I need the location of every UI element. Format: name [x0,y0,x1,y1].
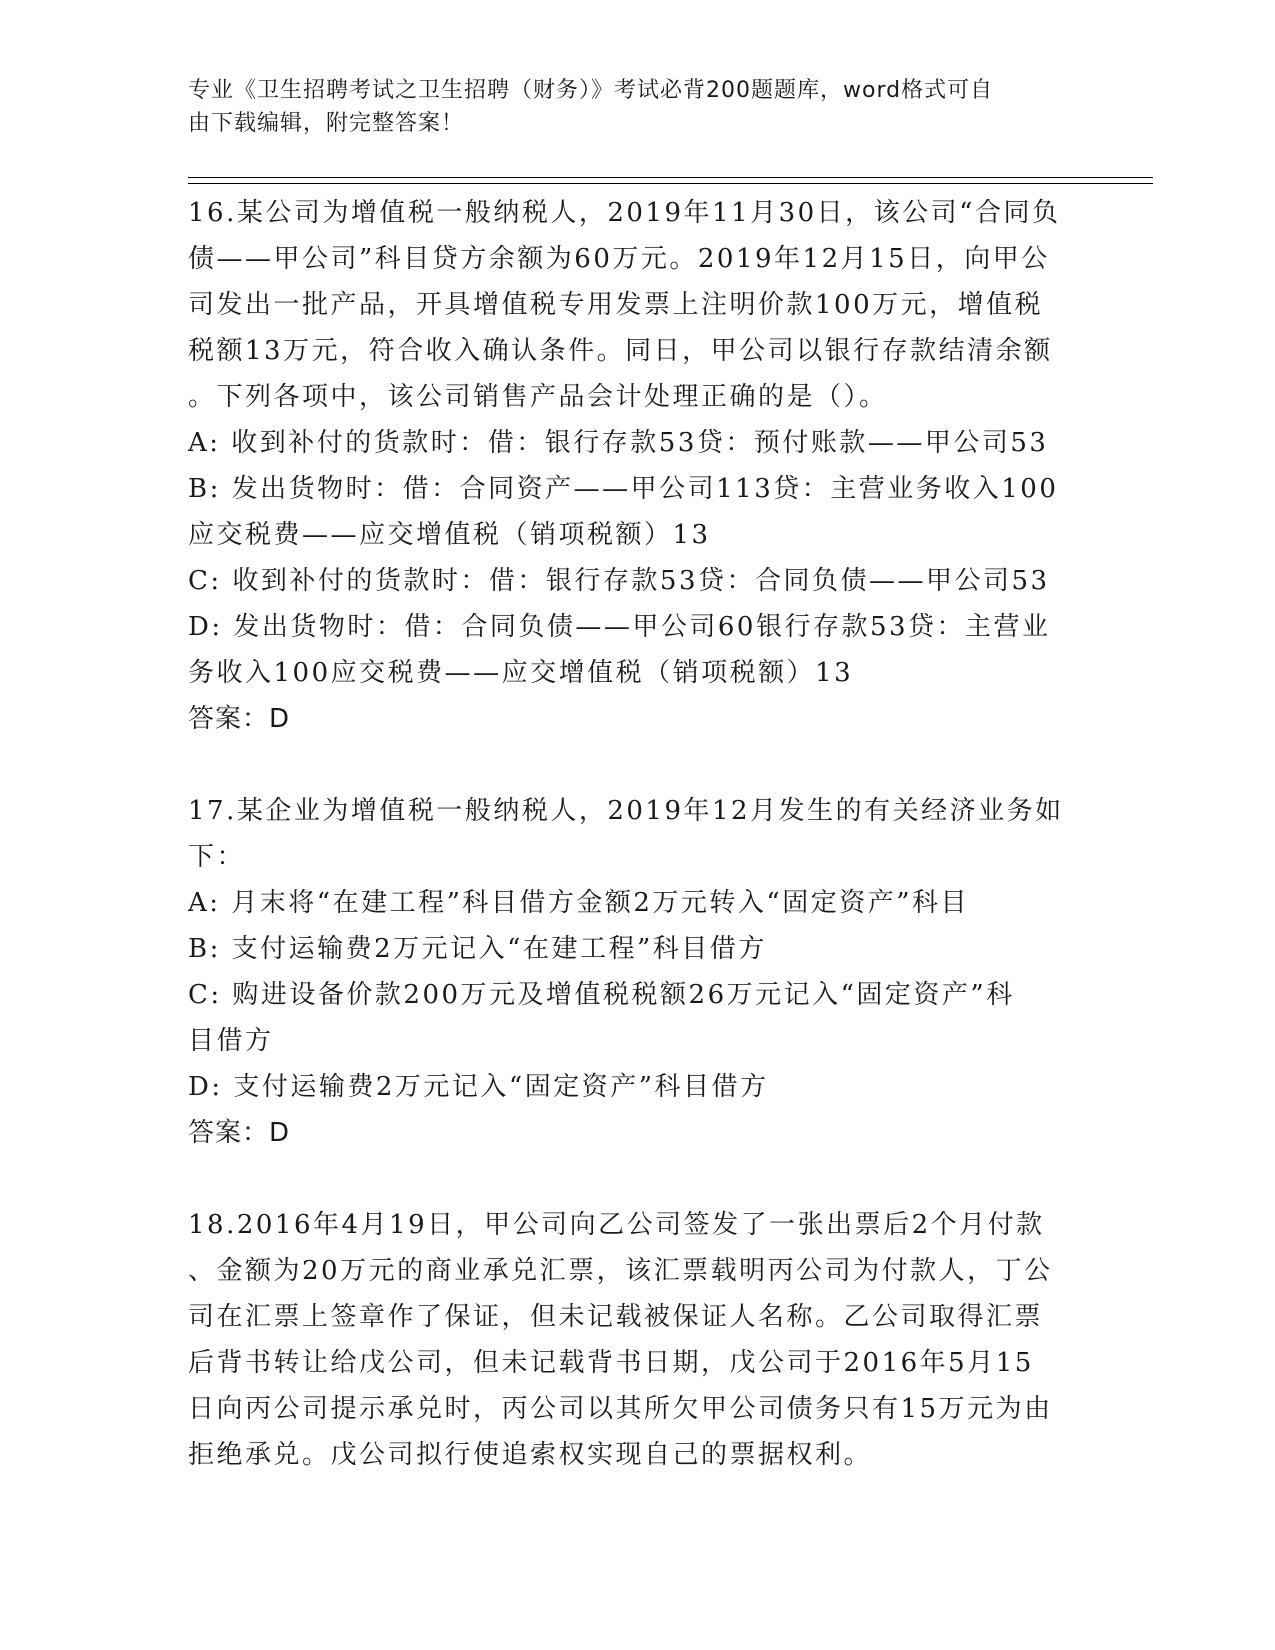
question-18 [188,1202,1088,1478]
question-text-line: 、金额为20万元的商业承兑汇票，该汇票载明丙公司为付款人，丁公 [188,1256,1053,1286]
option-a: A: 月末将“在建工程”科目借方金额2万元转入“固定资产”科目 [188,888,970,918]
answer-label: 答案：D [188,704,291,734]
option-b: B: 支付运输费2万元记入“在建工程”科目借方 [188,934,767,964]
header-line-1: 专业《卫生招聘考试之卫生招聘（财务）》考试必背200题题库，word格式可自 [188,78,994,103]
header-divider-bottom [188,183,1153,184]
question-text-line: 拒绝承兑。戊公司拟行使追索权实现自己的票据权利。 [188,1440,873,1470]
option-d: D: 支付运输费2万元记入“固定资产”科目借方 [188,1072,769,1102]
question-text-line: 18.2016年4月19日，甲公司向乙公司签发了一张出票后2个月付款 [188,1210,1045,1240]
header-line-2: 由下载编辑，附完整答案！ [188,111,465,136]
option-c-continued: 目借方 [188,1026,274,1056]
question-text-line: 下： [188,842,246,872]
question-text-line: 16.某公司为增值税一般纳税人，2019年11月30日，该公司“合同负 [188,198,1061,228]
option-b-continued: 应交税费——应交增值税（销项税额）13 [188,520,711,550]
spacer [188,742,1088,788]
document-header [188,74,1078,140]
header-divider-top [188,177,1153,178]
question-text-line: 17.某企业为增值税一般纳税人，2019年12月发生的有关经济业务如 [188,796,1064,826]
question-text-line: 日向丙公司提示承兑时，丙公司以其所欠甲公司债务只有15万元为由 [188,1394,1053,1424]
option-d: D: 发出货物时：借：合同负债——甲公司60银行存款53贷：主营业 [188,612,1051,642]
question-text-line: 债——甲公司”科目贷方余额为60万元。2019年12月15日，向甲公 [188,244,1050,274]
question-17 [188,788,1088,1156]
question-text-line: 司发出一批产品，开具增值税专用发票上注明价款100万元，增值税 [188,290,1044,320]
answer-label: 答案：D [188,1118,291,1148]
document-body [188,190,1088,1478]
option-b: B: 发出货物时：借：合同资产——甲公司113贷：主营业务收入100 [188,474,1059,504]
question-text-line: 。下列各项中，该公司销售产品会计处理正确的是（）。 [188,382,888,412]
option-c: C: 收到补付的货款时：借：银行存款53贷：合同负债——甲公司53 [188,566,1050,596]
option-d-continued: 务收入100应交税费——应交增值税（销项税额）13 [188,658,854,688]
option-c: C: 购进设备价款200万元及增值税税额26万元记入“固定资产”科 [188,980,1015,1010]
question-16 [188,190,1088,742]
question-text-line: 税额13万元，符合收入确认条件。同日，甲公司以银行存款结清余额 [188,336,1053,366]
spacer [188,1156,1088,1202]
question-text-line: 司在汇票上签章作了保证，但未记载被保证人名称。乙公司取得汇票 [188,1302,1044,1332]
option-a: A: 收到补付的货款时：借：银行存款53贷：预付账款——甲公司53 [188,428,1049,458]
question-text-line: 后背书转让给戊公司，但未记载背书日期，戊公司于2016年5月15 [188,1348,1034,1378]
